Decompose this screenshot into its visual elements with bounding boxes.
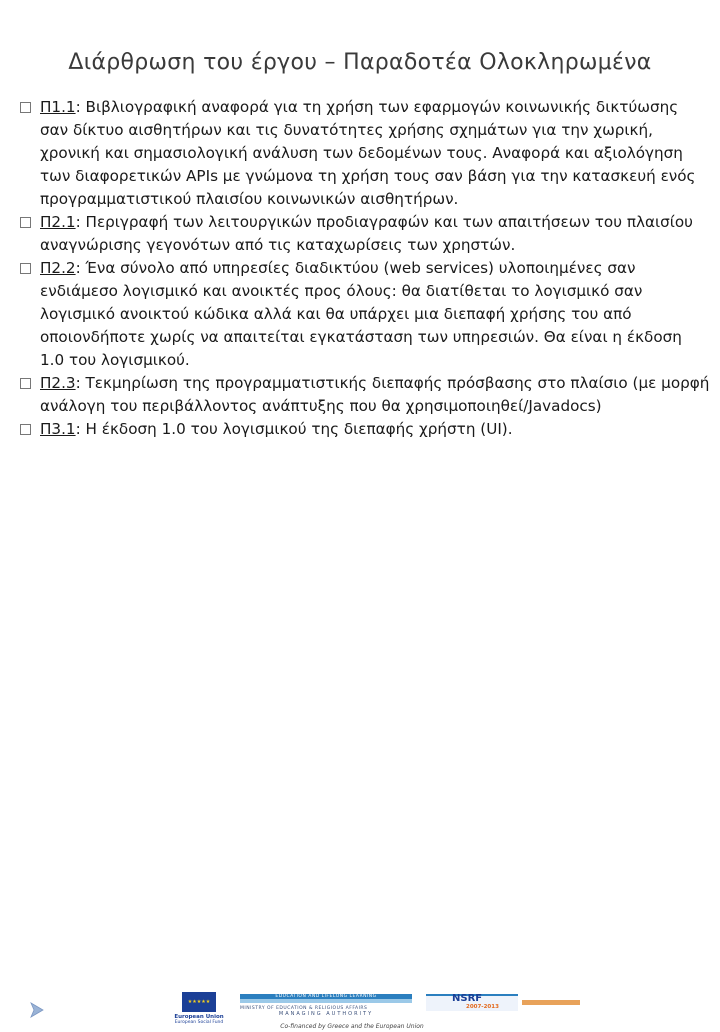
decorative-arrow-icon: [30, 1002, 44, 1018]
nsrf-label: NSRF: [452, 993, 483, 1004]
program-logo-bar: [522, 1000, 580, 1005]
footer-logos: [0, 494, 720, 1030]
ministry-label: MINISTRY OF EDUCATION & RELIGIOUS AFFAIRS: [240, 1006, 368, 1011]
bullet-item: [20, 211, 710, 257]
ministry-banner: EDUCATION AND LIFELONG LEARNING: [275, 994, 377, 999]
eu-sublabel: European Social Fund: [174, 1020, 224, 1025]
deliverable-code: Π3.1: [40, 420, 76, 438]
deliverable-text: : Περιγραφή των λειτουργικών προδιαγραφών και των απαιτήσεων του πλαισίου αναγνώρισης γεγονότων από τις καταχωρίσεις των χρηστών.: [40, 213, 693, 254]
bullet-square-icon: [20, 424, 31, 435]
ministry-subbar: [240, 999, 412, 1003]
eu-logo: [163, 992, 235, 1032]
bullet-item: [20, 418, 710, 441]
deliverable-text: : Η έκδοση 1.0 του λογισμικού της διεπαφής χρήστη (UI).: [75, 420, 513, 438]
nsrf-years: 2007-2013: [466, 1004, 499, 1010]
deliverable-text: : Βιβλιογραφική αναφορά για τη χρήση των εφαρμογών κοινωνικής δικτύωσης σαν δίκτυο αισθητήρων και τις δυνατότητες χρήσης σχημάτων για την χωρική, χρονική και σημασιολογική ανάλυση των δεδομένων τους. Αναφορά και αξιολόγηση των διαφορετικών APIs με γνώμονα τη χρήση τους σαν βάση για την κατασκευή ενός προγραμματιστικού πλαισίου κοινωνικών αισθητήρων.: [40, 98, 696, 208]
nsrf-logo: [426, 992, 518, 1012]
cofinanced-note: Co-financed by Greece and the European Union: [280, 1023, 424, 1030]
eu-label: European Union: [174, 1014, 224, 1020]
slide-title: Διάρθρωση του έργου – Παραδοτέα Ολοκληρωμένα: [68, 50, 652, 75]
deliverable-text: : Ένα σύνολο από υπηρεσίες διαδικτύου (web services) υλοποιημένες σαν ενδιάμεσο λογισμικό και ανοικτές προς όλους: θα διατίθεται το λογισμικό σαν λογισμικό ανοικτού κώδικα αλλά και θα υπάρχει μια διεπαφή χρήσης του από οποιονδήποτε χωρίς να απαιτείται εγκατάσταση των υπηρεσιών. Θα είναι η έκδοση 1.0 του λογισμικού.: [40, 259, 682, 369]
deliverable-code: Π1.1: [40, 98, 76, 116]
deliverable-text: : Τεκμηρίωση της προγραμματιστικής διεπαφής πρόσβασης στο πλαίσιο (με μορφή ανάλογη του περιβάλλοντος ανάπτυξης που θα χρησιμοποιηθεί/Javadocs): [40, 374, 710, 415]
bullet-item: [20, 257, 710, 372]
deliverable-code: Π2.1: [40, 213, 76, 231]
bullet-item: [20, 372, 710, 418]
bullet-list: [20, 96, 710, 441]
bullet-square-icon: [20, 263, 31, 274]
deliverable-code: Π2.3: [40, 374, 76, 392]
bullet-square-icon: [20, 102, 31, 113]
bullet-item: [20, 96, 710, 211]
bullet-square-icon: [20, 378, 31, 389]
eu-flag-icon: ★★★★★: [182, 992, 216, 1012]
managing-authority: MANAGING AUTHORITY: [278, 1011, 374, 1017]
program-logo: [522, 992, 580, 1016]
bullet-square-icon: [20, 217, 31, 228]
deliverable-code: Π2.2: [40, 259, 76, 277]
